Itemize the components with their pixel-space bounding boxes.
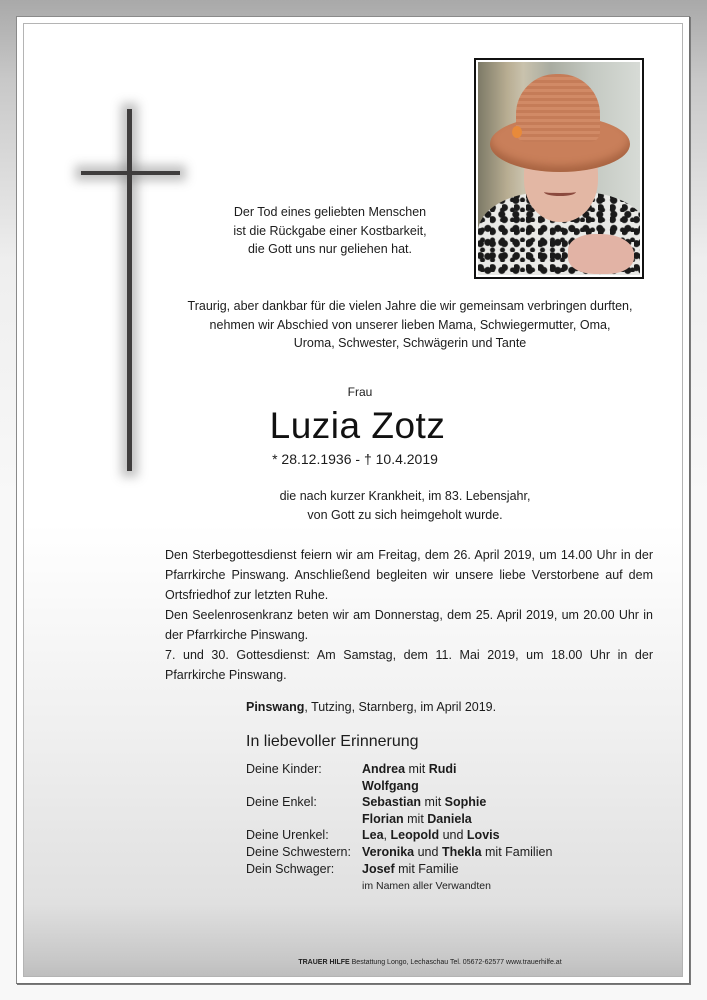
family-row	[246, 778, 653, 795]
place-rest: , Tutzing, Starnberg, im April 2019.	[304, 700, 497, 714]
family-row	[246, 827, 653, 844]
family-member-name: Rudi	[428, 762, 457, 776]
intro-line: nehmen wir Abschied von unserer lieben Mama, Schwiegermutter, Oma,	[209, 317, 611, 332]
family-member-name: Daniela	[427, 811, 472, 826]
family-member-name: Thekla	[441, 844, 482, 859]
passing-line: die nach kurzer Krankheit, im 83. Lebensjahr,	[279, 489, 531, 503]
memorial-quote	[190, 203, 470, 259]
place-and-date	[246, 698, 653, 716]
signoff-block	[246, 698, 653, 893]
lower-column	[165, 545, 653, 893]
funeral-service-info	[165, 545, 653, 605]
farewell-intro	[150, 297, 670, 353]
quote-line: die Gott uns nur geliehen hat.	[247, 242, 412, 256]
service-paragraph: Den Sterbegottesdienst feiern wir am Freitag, dem 26. April 2019, um 14.00 Uhr in der Pfarrkirche Pinswang. Anschließend begleiten wir unsere liebe Verstorbene auf dem Ortsfriedhof zur letzten Ruhe.	[165, 548, 653, 602]
family-label: Deine Urenkel:	[246, 828, 329, 843]
family-label: Deine Enkel:	[246, 795, 317, 810]
intro-line: Traurig, aber dankbar für die vielen Jahre die wir gemeinsam verbringen durften,	[187, 299, 633, 313]
life-dates: * 28.12.1936 - † 10.4.2019	[272, 451, 438, 467]
family-names	[362, 811, 472, 828]
family-member-name: Veronika	[362, 844, 415, 859]
memorial-mass-info	[165, 645, 653, 685]
quote-line: ist die Rückgabe einer Kostbarkeit,	[233, 223, 427, 238]
family-connector: mit Familien	[481, 844, 553, 859]
family-member-name: Lovis	[466, 828, 500, 843]
family-names	[362, 761, 456, 778]
family-connector: mit Familie	[394, 861, 459, 876]
deceased-name: Luzia Zotz	[269, 405, 446, 446]
family-names	[362, 794, 486, 811]
family-member-name: Wolfgang	[362, 778, 419, 793]
family-connector: und	[414, 844, 442, 859]
family-label: Dein Schwager:	[246, 861, 335, 876]
service-paragraph: Den Seelenrosenkranz beten wir am Donnerstag, dem 25. April 2019, um 20.00 Uhr in der Pfarrkirche Pinswang.	[165, 608, 653, 642]
family-member-name: Sebastian	[362, 795, 422, 810]
passing-line: von Gott zu sich heimgeholt wurde.	[307, 507, 503, 522]
photo-hat-crown	[516, 74, 600, 142]
family-member-name: Florian	[362, 811, 404, 826]
family-row	[246, 844, 653, 861]
cross-horizontal-beam-core	[81, 171, 180, 175]
family-names	[362, 861, 459, 878]
salutation: Frau	[347, 385, 373, 399]
rosary-info	[165, 605, 653, 645]
family-label	[246, 778, 362, 795]
photo-smile	[544, 188, 576, 196]
photo-hat-bow	[512, 126, 522, 138]
passing-statement	[230, 487, 580, 524]
family-names	[362, 778, 419, 795]
family-label	[246, 811, 362, 828]
family-label: Deine Kinder:	[246, 762, 322, 776]
intro-line: Uroma, Schwester, Schwägerin und Tante	[293, 336, 527, 350]
family-names	[362, 844, 552, 861]
family-connector: ,	[383, 828, 391, 843]
footer-text: Bestattung Longo, Lechaschau Tel. 05672-62577 www.trauerhilfe.at	[349, 959, 562, 966]
quote-line: Der Tod eines geliebten Menschen	[233, 205, 427, 219]
portrait-photo	[474, 58, 644, 279]
family-connector: und	[439, 828, 467, 843]
family-row	[246, 761, 653, 778]
place-primary: Pinswang	[246, 700, 305, 714]
family-row	[246, 811, 653, 828]
footer-credit	[200, 958, 660, 968]
family-member-name: Leopold	[390, 828, 440, 843]
family-connector: mit	[405, 762, 429, 776]
family-names	[362, 827, 500, 844]
service-paragraph: 7. und 30. Gottesdienst: Am Samstag, dem 11. Mai 2019, um 18.00 Uhr in der Pfarrkirche Pinswang.	[165, 648, 653, 682]
family-label: Deine Schwestern:	[246, 844, 351, 859]
family-connector: mit	[421, 795, 445, 810]
family-member-name: Sophie	[444, 795, 487, 810]
family-member-name: Lea	[362, 828, 384, 843]
family-row	[246, 794, 653, 811]
family-row	[246, 861, 653, 878]
footer-brand: TRAUER HILFE	[298, 959, 350, 966]
memory-heading: In liebevoller Erinnerung	[246, 733, 419, 750]
cross-vertical-beam-core	[127, 109, 132, 471]
family-list	[246, 761, 653, 877]
family-member-name: Andrea	[362, 762, 406, 776]
relatives-note: im Namen aller Verwandten	[362, 880, 491, 893]
family-connector: mit	[403, 811, 428, 826]
photo-hand	[568, 234, 634, 274]
family-member-name: Josef	[362, 861, 395, 876]
portrait-image	[478, 62, 640, 275]
